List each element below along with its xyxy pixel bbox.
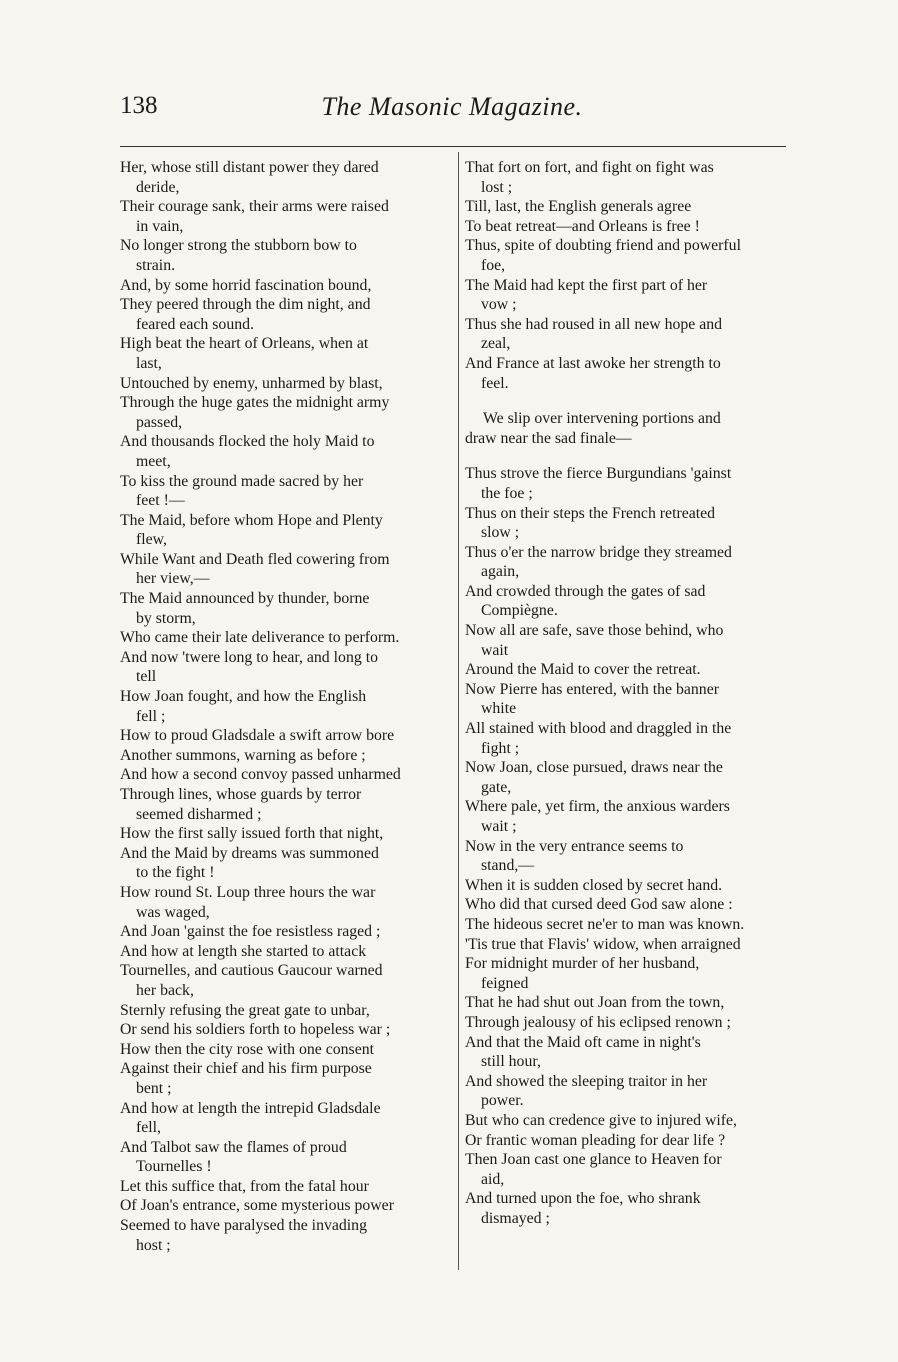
text-line: And how a second convoy passed unharmed [120, 766, 401, 784]
column-divider [458, 152, 459, 1270]
text-line: by storm, [136, 609, 196, 627]
text-line: How to proud Gladsdale a swift arrow bore [120, 727, 395, 745]
text-line: slow ; [481, 524, 520, 542]
text-line: Against their chief and his firm purpose [120, 1060, 372, 1078]
text-line: in vain, [136, 217, 184, 235]
text-line: And thousands flocked the holy Maid to [120, 433, 375, 451]
text-line: her view,— [136, 570, 210, 588]
left-column [120, 158, 448, 1255]
running-title: The Masonic Magazine. [321, 92, 583, 121]
text-line: stand,— [481, 857, 535, 875]
text-line: dismayed ; [481, 1209, 550, 1227]
text-line: The Maid, before whom Hope and Plenty [120, 511, 383, 529]
text-line: How Joan fought, and how the English [120, 688, 367, 706]
text-line: All stained with blood and draggled in the [465, 720, 732, 738]
text-line: The Maid had kept the first part of her [465, 276, 708, 294]
text-line: again, [481, 563, 520, 581]
text-line: wait [481, 641, 509, 659]
text-line: Then Joan cast one glance to Heaven for [465, 1151, 722, 1169]
text-line: host ; [136, 1236, 171, 1254]
text-line: Of Joan's entrance, some mysterious power [120, 1197, 394, 1215]
text-line: meet, [136, 452, 171, 470]
text-line: her back, [136, 981, 194, 999]
text-line: aid, [481, 1170, 505, 1188]
page-number: 138 [120, 92, 158, 119]
text-line: Through the huge gates the midnight army [120, 394, 390, 412]
text-line: flew, [136, 531, 167, 549]
text-line: tell [136, 668, 157, 686]
text-line: was waged, [136, 903, 210, 921]
text-line: Thus on their steps the French retreated [465, 504, 716, 522]
text-line: No longer strong the stubborn bow to [120, 237, 357, 255]
text-line: passed, [136, 413, 183, 431]
text-line: Compiègne. [481, 602, 558, 620]
text-line: draw near the sad finale— [465, 429, 632, 447]
text-line: Or send his soldiers forth to hopeless war ; [120, 1021, 391, 1039]
text-line: Who came their late deliverance to perform. [120, 629, 400, 647]
text-line: The hideous secret ne'er to man was known. [465, 915, 745, 933]
text-line: Now Pierre has entered, with the banner [465, 680, 719, 698]
right-column [465, 158, 787, 1228]
text-line: And that the Maid oft came in night's [465, 1033, 701, 1051]
text-line: While Want and Death fled cowering from [120, 550, 390, 568]
text-line: Her, whose still distant power they dared [120, 159, 379, 176]
text-line: Thus strove the fierce Burgundians 'gainst [465, 465, 732, 483]
text-line: And Talbot saw the flames of proud [120, 1138, 347, 1156]
text-line: High beat the heart of Orleans, when at [120, 335, 369, 353]
text-line: Let this suffice that, from the fatal hour [120, 1177, 369, 1195]
text-line: Seemed to have paralysed the invading [120, 1217, 367, 1235]
text-line: Thus, spite of doubting friend and powerful [465, 237, 741, 255]
text-line: to the fight ! [136, 864, 215, 882]
text-line: Tournelles, and cautious Gaucour warned [120, 962, 383, 980]
text-line: They peered through the dim night, and [120, 296, 371, 314]
text-line: How round St. Loup three hours the war [120, 883, 376, 901]
text-line: deride, [136, 178, 180, 196]
text-line: When it is sudden closed by secret hand. [465, 876, 723, 894]
text-line: Now Joan, close pursued, draws near the [465, 759, 723, 777]
text-line: vow ; [481, 296, 517, 314]
text-line: And how at length she started to attack [120, 942, 367, 960]
text-line: Through lines, whose guards by terror [120, 786, 362, 803]
text-line: feigned [481, 974, 529, 992]
text-line: lost ; [481, 178, 513, 196]
text-line: fell, [136, 1119, 161, 1137]
text-line: To beat retreat—and Orleans is free ! [465, 217, 700, 235]
text-line: Through jealousy of his eclipsed renown ; [465, 1013, 731, 1031]
text-line: And how at length the intrepid Gladsdale [120, 1099, 381, 1117]
text-line: Thus o'er the narrow bridge they streamed [465, 543, 732, 561]
text-line: And showed the sleeping traitor in her [465, 1072, 708, 1090]
text-line: And turned upon the foe, who shrank [465, 1190, 701, 1208]
text-line: feet !— [136, 492, 185, 510]
text-line: Till, last, the English generals agree [465, 198, 692, 216]
text-line: Untouched by enemy, unharmed by blast, [120, 374, 383, 392]
text-line: feared each sound. [136, 315, 254, 333]
text-line: white [481, 700, 517, 718]
text-line: Another summons, warning as before ; [120, 746, 366, 764]
text-line: And now 'twere long to hear, and long to [120, 648, 378, 666]
text-line: How the first sally issued forth that night, [120, 825, 384, 843]
text-line: How then the city rose with one consent [120, 1040, 375, 1058]
text-line: Their courage sank, their arms were raised [120, 198, 389, 216]
text-line: The Maid announced by thunder, borne [120, 590, 370, 608]
text-line: zeal, [481, 335, 511, 353]
header-rule [120, 146, 786, 147]
text-line: Where pale, yet firm, the anxious warders [465, 798, 730, 816]
text-line: And, by some horrid fascination bound, [120, 276, 372, 294]
text-line: And France at last awoke her strength to [465, 354, 721, 372]
text-line: fight ; [481, 739, 520, 757]
text-line: feel. [481, 374, 509, 392]
text-line: We slip over intervening portions and [483, 410, 721, 428]
text-line: And crowded through the gates of sad [465, 582, 706, 600]
text-line: For midnight murder of her husband, [465, 955, 700, 973]
text-line: 'Tis true that Flavis' widow, when arraigned [465, 935, 741, 953]
page-header [112, 92, 792, 132]
text-line: strain. [136, 256, 176, 274]
text-line: Sternly refusing the great gate to unbar, [120, 1001, 370, 1019]
text-line: wait ; [481, 818, 517, 835]
text-line: To kiss the ground made sacred by her [120, 472, 364, 490]
text-line: still hour, [481, 1053, 541, 1071]
text-line: And the Maid by dreams was summoned [120, 844, 379, 862]
text-line: But who can credence give to injured wife, [465, 1111, 737, 1129]
text-line: That fort on fort, and fight on fight was [465, 159, 714, 176]
text-line: Now all are safe, save those behind, who [465, 622, 724, 640]
text-line: power. [481, 1092, 524, 1110]
text-line: last, [136, 354, 162, 372]
text-line: Who did that cursed deed God saw alone : [465, 896, 733, 914]
text-line: Tournelles ! [136, 1158, 212, 1176]
text-line: That he had shut out Joan from the town, [465, 994, 725, 1012]
text-line: foe, [481, 256, 506, 274]
text-line: Now in the very entrance seems to [465, 837, 684, 855]
text-line: gate, [481, 778, 512, 796]
text-line: bent ; [136, 1079, 172, 1097]
text-line: the foe ; [481, 484, 533, 502]
text-line: fell ; [136, 707, 166, 725]
text-line: Thus she had roused in all new hope and [465, 315, 723, 333]
text-line: Or frantic woman pleading for dear life ? [465, 1131, 726, 1149]
text-line: seemed disharmed ; [136, 805, 262, 823]
text-line: And Joan 'gainst the foe resistless raged ; [120, 923, 381, 941]
text-line: Around the Maid to cover the retreat. [465, 661, 701, 679]
